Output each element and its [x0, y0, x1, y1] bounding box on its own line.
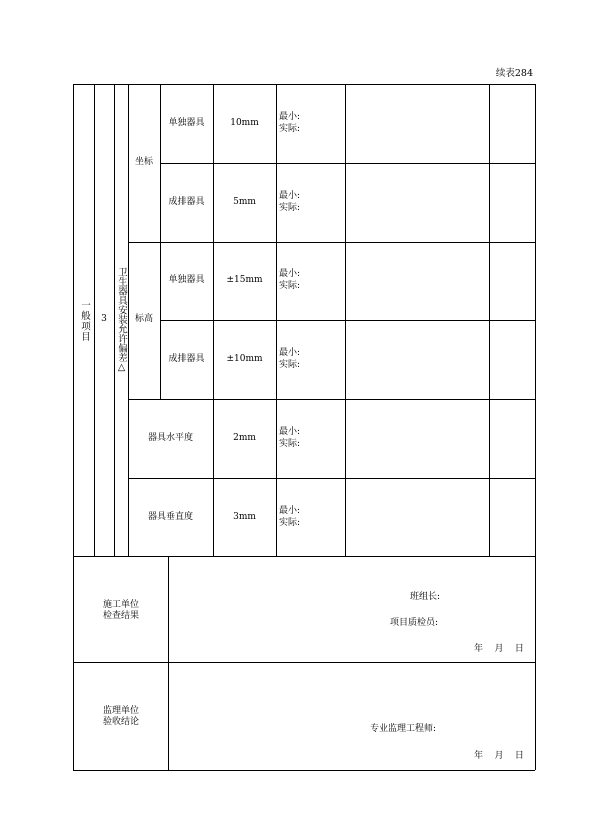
category-label: 一般项目: [79, 300, 90, 342]
result-min-label: 最小:: [279, 506, 301, 516]
remark-cell[interactable]: [490, 85, 534, 162]
construction-title-line2: 检查结果: [102, 611, 139, 621]
supervision-title-line1: 监理单位: [102, 706, 139, 716]
measurement-cell[interactable]: [346, 321, 488, 398]
row-label: 成排器具: [168, 354, 205, 364]
remark-cell[interactable]: [490, 243, 534, 319]
tolerance-value: 5mm: [233, 197, 256, 207]
result-min-label: 最小:: [279, 112, 301, 122]
row-label: 器具水平度: [147, 433, 193, 443]
result-actual-label: 实际:: [279, 203, 301, 213]
measurement-cell[interactable]: [346, 479, 488, 555]
remark-cell[interactable]: [490, 479, 534, 555]
result-actual-label: 实际:: [279, 124, 301, 134]
group-elevation-label: 标高: [134, 314, 153, 324]
result-min-label: 最小:: [279, 269, 301, 279]
remark-cell[interactable]: [490, 164, 534, 241]
result-min-label: 最小:: [279, 191, 301, 201]
row-label: 器具垂直度: [147, 512, 193, 522]
row-label: 单独器具: [168, 275, 205, 285]
result-min-label: 最小:: [279, 427, 301, 437]
tolerance-value: ±15mm: [226, 275, 263, 285]
construction-result-area[interactable]: [169, 557, 534, 661]
team-leader-label: 班组长:: [410, 592, 441, 602]
result-actual-label: 实际:: [279, 360, 301, 370]
group-coordinate-label: 坐标: [134, 157, 153, 167]
result-actual-label: 实际:: [279, 281, 301, 291]
item-number: 3: [101, 314, 107, 324]
continued-table-label: 续表284: [495, 68, 533, 79]
supervision-date-label: 年 月 日: [474, 751, 524, 761]
tolerance-value: 2mm: [233, 433, 256, 443]
supervision-engineer-label: 专业监理工程师:: [370, 724, 437, 734]
measurement-cell[interactable]: [346, 85, 488, 162]
tolerance-value: 10mm: [230, 118, 259, 128]
measurement-cell[interactable]: [346, 243, 488, 319]
remark-cell[interactable]: [490, 321, 534, 398]
construction-title-line1: 施工单位: [102, 600, 139, 610]
supervision-conclusion-area[interactable]: [169, 663, 534, 769]
construction-date-label: 年 月 日: [474, 644, 524, 654]
tolerance-value: ±10mm: [226, 354, 263, 364]
supervision-title-line2: 验收结论: [102, 717, 139, 727]
measurement-cell[interactable]: [346, 164, 488, 241]
item-name-label: 卫生器具安装允许偏差△: [116, 267, 127, 373]
row-label: 成排器具: [168, 197, 205, 207]
result-actual-label: 实际:: [279, 518, 301, 528]
result-actual-label: 实际:: [279, 439, 301, 449]
row-label: 单独器具: [168, 118, 205, 128]
result-min-label: 最小:: [279, 348, 301, 358]
measurement-cell[interactable]: [346, 400, 488, 477]
quality-inspector-label: 项目质检员:: [390, 618, 439, 628]
remark-cell[interactable]: [490, 400, 534, 477]
tolerance-value: 3mm: [233, 512, 256, 522]
